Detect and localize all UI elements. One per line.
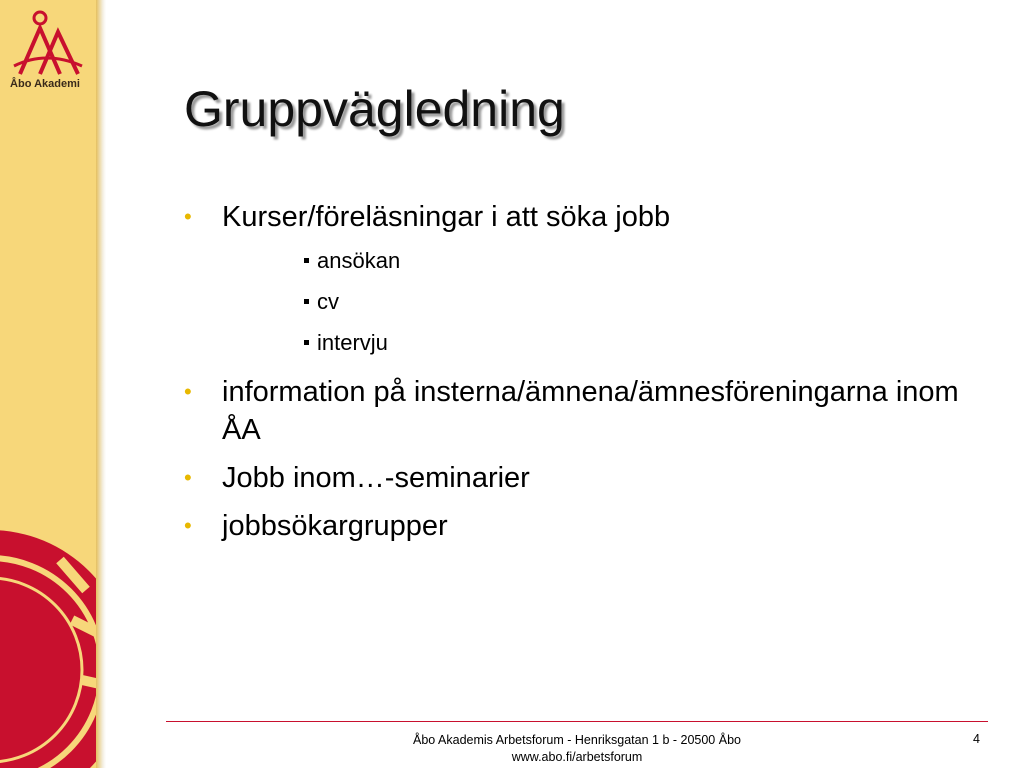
bullet-text: jobbsökargrupper <box>222 510 448 542</box>
footer-address: Åbo Akademis Arbetsforum - Henriksgatan 1 b - 20500 Åbo <box>413 733 741 747</box>
sub-bullet-item <box>222 322 974 363</box>
sub-bullet-item <box>222 281 974 322</box>
bullet-dot-icon: • <box>184 379 192 404</box>
bullet-item <box>184 507 974 545</box>
page-number: 4 <box>973 732 980 746</box>
square-bullet-icon <box>304 258 309 263</box>
square-bullet-icon <box>304 299 309 304</box>
bullet-list <box>184 198 974 555</box>
sub-bullet-text: cv <box>317 289 339 314</box>
sub-bullet-text: intervju <box>317 330 388 355</box>
sub-bullet-list <box>222 240 974 363</box>
square-bullet-icon <box>304 340 309 345</box>
sub-bullet-item <box>222 240 974 281</box>
bullet-text: Jobb inom…-seminarier <box>222 462 530 494</box>
sub-bullet-text: ansökan <box>317 248 401 273</box>
slide-title: Gruppvägledning <box>184 81 565 137</box>
bullet-dot-icon: • <box>184 204 192 229</box>
footer <box>166 732 988 766</box>
bullet-dot-icon: • <box>184 465 192 490</box>
bullet-item <box>184 373 974 449</box>
sidebar-band <box>0 0 96 768</box>
bullet-item <box>184 198 974 363</box>
bullet-text: Kurser/föreläsningar i att söka jobb <box>222 201 671 233</box>
footer-url: www.abo.fi/arbetsforum <box>511 750 643 764</box>
bullet-item <box>184 459 974 497</box>
bullet-dot-icon: • <box>184 513 192 538</box>
sidebar-shadow <box>96 0 106 768</box>
footer-divider <box>166 721 988 722</box>
bullet-text: information på insterna/ämnena/ämnesföreningarna inom ÅA <box>222 376 959 446</box>
logo-text: Åbo Akademi <box>10 78 80 90</box>
university-seal-icon <box>0 500 96 768</box>
